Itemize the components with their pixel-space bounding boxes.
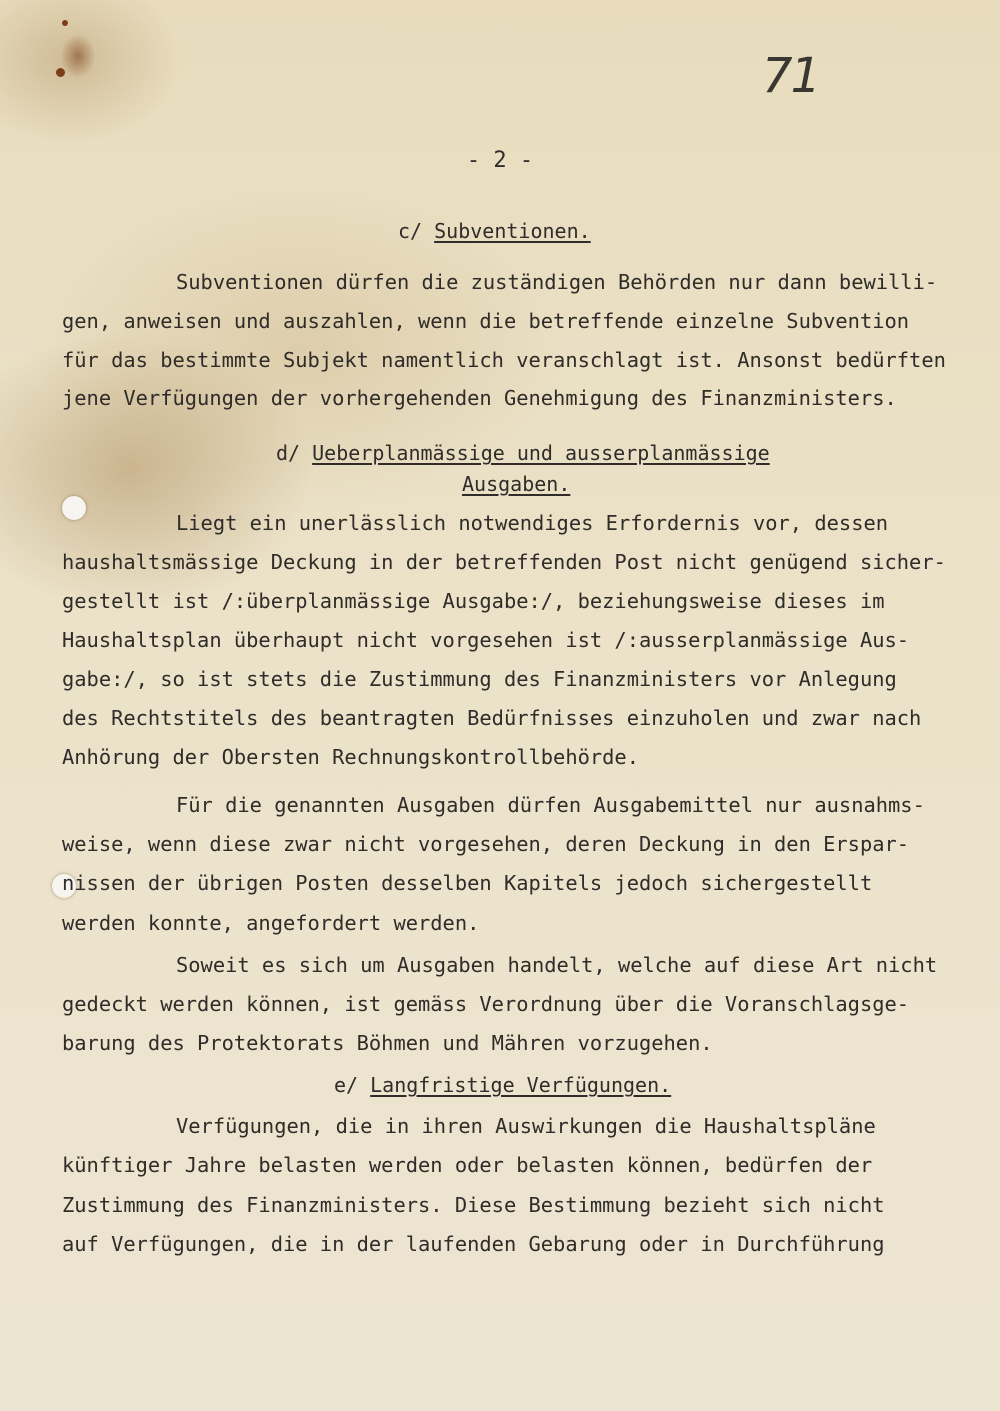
section-e-line: Zustimmung des Finanzministers. Diese Bestimmung bezieht sich nicht: [62, 1193, 885, 1217]
section-e-prefix: e/: [334, 1073, 359, 1097]
section-d-line: Anhörung der Obersten Rechnungskontrollbehörde.: [62, 745, 639, 769]
section-d-line: Liegt ein unerlässlich notwendiges Erfordernis vor, dessen: [176, 511, 889, 535]
section-c-line: jene Verfügungen der vorhergehenden Genehmigung des Finanzministers.: [62, 386, 897, 410]
section-d-prefix: d/: [276, 441, 301, 465]
section-d-line: gabe:/, so ist stets die Zustimmung des Finanzministers vor Anlegung: [62, 667, 897, 691]
section-c-title: Subventionen.: [434, 219, 591, 243]
section-e-line: künftiger Jahre belasten werden oder belasten können, bedürfen der: [62, 1153, 873, 1177]
section-d-line: nissen der übrigen Posten desselben Kapitels jedoch sichergestellt: [62, 871, 873, 895]
section-c-heading: [398, 219, 591, 243]
section-c-line: Subventionen dürfen die zuständigen Behörden nur dann bewilli-: [176, 270, 938, 294]
section-d-line: werden konnte, angefordert werden.: [62, 911, 480, 935]
section-c-prefix: c/: [398, 219, 423, 243]
section-c-line: gen, anweisen und auszahlen, wenn die betreffende einzelne Subvention: [62, 309, 910, 333]
section-e-heading: [334, 1073, 671, 1097]
ink-stain: [48, 18, 118, 88]
section-d-title-line2: Ausgaben.: [462, 472, 571, 496]
section-d-heading-line2: [462, 472, 570, 496]
section-d-line: Soweit es sich um Ausgaben handelt, welche auf diese Art nicht: [176, 953, 938, 977]
section-c-line: für das bestimmte Subjekt namentlich veranschlagt ist. Ansonst bedürften: [62, 348, 946, 372]
punch-hole: [62, 496, 86, 520]
section-d-line: Haushaltsplan überhaupt nicht vorgesehen ist /:ausserplanmässige Aus-: [62, 628, 910, 652]
section-d-line: gedeckt werden können, ist gemäss Verordnung über die Voranschlagsge-: [62, 992, 910, 1016]
staple-rust-mark: [56, 68, 65, 77]
staple-rust-mark: [62, 20, 68, 26]
section-d-line: gestellt ist /:überplanmässige Ausgabe:/, beziehungsweise dieses im: [62, 589, 885, 613]
section-d-line: barung des Protektorats Böhmen und Mähren vorzugehen.: [62, 1031, 713, 1055]
section-d-title-line1: Ueberplanmässige und ausserplanmässige: [312, 441, 770, 465]
section-d-line: haushaltsmässige Deckung in der betreffenden Post nicht genügend sicher-: [62, 550, 946, 574]
section-d-line: Für die genannten Ausgaben dürfen Ausgabemittel nur ausnahms-: [176, 793, 925, 817]
section-e-title: Langfristige Verfügungen.: [370, 1073, 672, 1097]
section-e-line: Verfügungen, die in ihren Auswirkungen die Haushaltspläne: [176, 1114, 876, 1138]
section-d-line: des Rechtstitels des beantragten Bedürfnisses einzuholen und zwar nach: [62, 706, 922, 730]
folio-number: 71: [762, 48, 820, 104]
section-d-heading: [276, 441, 770, 465]
page-number: - 2 -: [466, 148, 534, 173]
section-d-line: weise, wenn diese zwar nicht vorgesehen, deren Deckung in den Erspar-: [62, 832, 910, 856]
section-e-line: auf Verfügungen, die in der laufenden Gebarung oder in Durchführung: [62, 1232, 885, 1256]
